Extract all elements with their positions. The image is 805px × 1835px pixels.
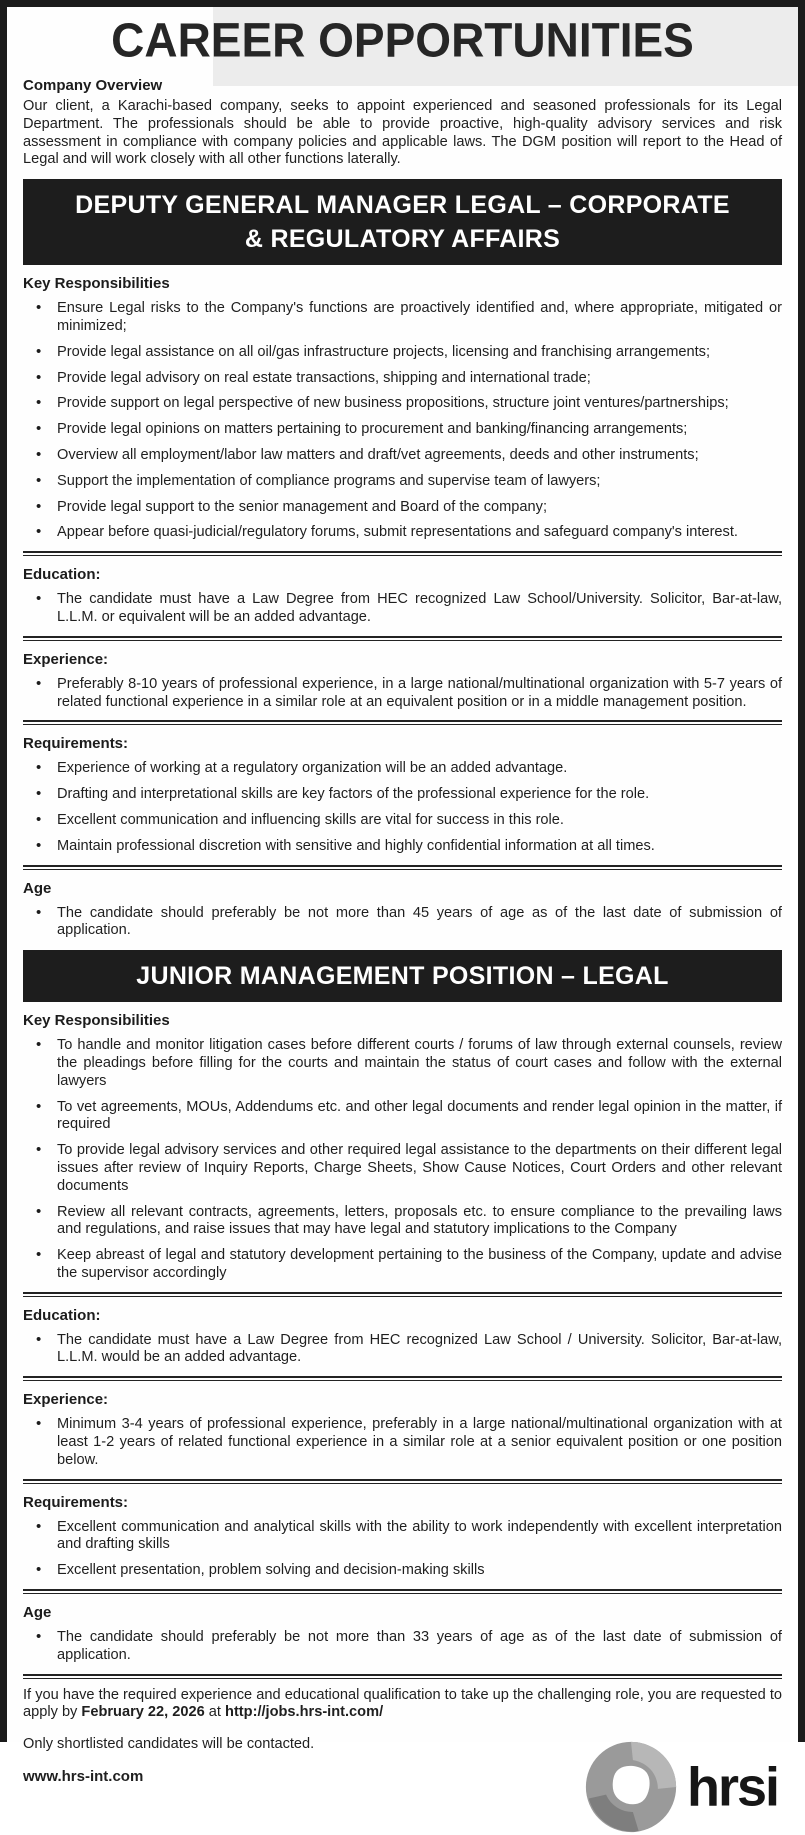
apply-deadline-date: February 22, 2026 (81, 1704, 205, 1721)
junior-responsibilities-heading: Key Responsibilities (23, 1012, 170, 1030)
junior-education-heading: Education: (23, 1306, 101, 1324)
bullet-item: • To provide legal advisory services and other required legal assistance to the departments on their different legal issues after review of Inquiry Reports, Charge Sheets, Show Cause Notices, Court Orders and other relevant documents (23, 1142, 782, 1195)
hrsi-logo-icon (583, 1739, 679, 1835)
dgm-responsibilities-list (23, 300, 782, 542)
junior-age-list (23, 1629, 782, 1665)
apply-prefix-text: If you have the required experience and educational qualification to take up the challenging role, you are requested to apply by (23, 1686, 782, 1721)
bullet-item: • Minimum 3-4 years of professional experience, preferably in a large national/multinational organization with at least 1-2 years of related functional experience in a similar role at a senior equivalent position or one position below. (23, 1416, 782, 1469)
dgm-requirements-heading: Requirements: (23, 735, 129, 753)
bullet-item: • To handle and monitor litigation cases before different courts / forums of law through external counsels, review the pleadings before filling for the courts and maintain the status of court cases and follow with the external lawyers (23, 1037, 782, 1090)
bullet-item: • Maintain professional discretion with sensitive and highly confidential information at all times. (23, 838, 782, 856)
bullet-item: • Support the implementation of compliance programs and supervise team of lawyers; (23, 473, 782, 491)
page-title: CAREER OPPORTUNITIES (111, 12, 694, 68)
dgm-responsibilities-heading: Key Responsibilities (23, 275, 170, 293)
bullet-item: • Preferably 8-10 years of professional experience, in a large national/multinational organization with 5-7 years of related functional experience in a similar role at an equivalent position or in a middle management position. (23, 676, 782, 712)
apply-connector-text: at (204, 1704, 226, 1721)
junior-header-line: JUNIOR MANAGEMENT POSITION – LEGAL (136, 962, 669, 991)
footer (23, 1686, 782, 1818)
bullet-item: • Excellent communication and analytical skills with the ability to work independently with excellent interpretation and drafting skills (23, 1519, 782, 1555)
dgm-header-bar (23, 179, 782, 265)
section-divider (23, 1376, 782, 1381)
bullet-item: • Ensure Legal risks to the Company's functions are proactively identified and, where appropriate, mitigated or minimized; (23, 300, 782, 336)
dgm-experience-list (23, 676, 782, 712)
overview-heading: Company Overview (23, 77, 163, 94)
dgm-requirements-list (23, 760, 782, 855)
section-divider (23, 551, 782, 556)
bullet-item: • Excellent communication and influencing skills are vital for success in this role. (23, 812, 782, 830)
apply-url: http://jobs.hrs-int.com/ (225, 1704, 384, 1721)
dgm-education-heading: Education: (23, 566, 101, 584)
bullet-item: • To vet agreements, MOUs, Addendums etc. and other legal documents and render legal opinion in the matter, if required (23, 1099, 782, 1135)
section-divider (23, 720, 782, 725)
bullet-item: • The candidate should preferably be not more than 33 years of age as of the last date of submission of application. (23, 1629, 782, 1665)
section-divider (23, 1479, 782, 1484)
section-divider (23, 865, 782, 870)
shortlist-note: Only shortlisted candidates will be contacted. (23, 1736, 315, 1753)
apply-instructions (23, 1687, 782, 1723)
bullet-item: • Provide legal opinions on matters pertaining to procurement and banking/financing arrangements; (23, 421, 782, 439)
overview-text: Our client, a Karachi-based company, seeks to appoint experienced and seasoned professionals for its Legal Department. The professionals should be able to provide proactive, high-quality advisory services and risk assessment in compliance with company policies and applicable laws. The DGM position will report to the Head of Legal and will work closely with all other functions laterally. (23, 98, 782, 168)
website-text: www.hrs-int.com (23, 1768, 144, 1786)
junior-responsibilities-list (23, 1037, 782, 1283)
dgm-education-list (23, 591, 782, 627)
bullet-item: • Appear before quasi-judicial/regulatory forums, submit representations and safeguard company's interest. (23, 524, 782, 542)
bullet-item: • Provide legal advisory on real estate transactions, shipping and international trade; (23, 370, 782, 388)
dgm-experience-heading: Experience: (23, 650, 109, 668)
bullet-item: • Keep abreast of legal and statutory development pertaining to the business of the Company, update and advise the supervisor accordingly (23, 1247, 782, 1283)
dgm-header-line1: DEPUTY GENERAL MANAGER LEGAL – CORPORATE (75, 191, 730, 220)
bullet-item: • Provide support on legal perspective of new business propositions, structure joint ventures/partnerships; (23, 395, 782, 413)
bullet-item: • Excellent presentation, problem solving and decision-making skills (23, 1562, 782, 1580)
dgm-header-line2: & REGULATORY AFFAIRS (244, 225, 561, 254)
junior-requirements-heading: Requirements: (23, 1493, 129, 1511)
junior-experience-list (23, 1416, 782, 1469)
bullet-item: • The candidate should preferably be not more than 45 years of age as of the last date of submission of application. (23, 905, 782, 941)
junior-education-list (23, 1332, 782, 1368)
bullet-item: • Experience of working at a regulatory organization will be an added advantage. (23, 760, 782, 778)
dgm-age-list (23, 905, 782, 941)
bullet-item: • Provide legal assistance on all oil/gas infrastructure projects, licensing and franchising arrangements; (23, 344, 782, 362)
junior-experience-heading: Experience: (23, 1391, 109, 1409)
bullet-item: • Review all relevant contracts, agreements, letters, proposals etc. to ensure compliance to the prevailing laws and regulations, and raise issues that may have legal and statutory implications to the Company (23, 1204, 782, 1240)
footer-divider (23, 1674, 782, 1679)
junior-header-bar (23, 950, 782, 1002)
bullet-item: • The candidate must have a Law Degree from HEC recognized Law School / University. Solicitor, Bar-at-law, L.L.M. would be an added advantage. (23, 1332, 782, 1368)
bullet-item: • Overview all employment/labor law matters and draft/vet agreements, deeds and other instruments; (23, 447, 782, 465)
section-divider (23, 1292, 782, 1297)
junior-requirements-list (23, 1519, 782, 1580)
dgm-age-heading: Age (23, 879, 52, 897)
bullet-item: • Drafting and interpretational skills are key factors of the professional experience for the role. (23, 786, 782, 804)
section-divider (23, 1589, 782, 1594)
junior-age-heading: Age (23, 1604, 52, 1622)
section-divider (23, 636, 782, 641)
hrsi-logo (583, 1739, 778, 1835)
bullet-item: • Provide legal support to the senior management and Board of the company; (23, 499, 782, 517)
bullet-item: • The candidate must have a Law Degree from HEC recognized Law School/University. Solicitor, Bar-at-law, L.L.M. or equivalent will be an added advantage. (23, 591, 782, 627)
hrsi-wordmark: hrsi (686, 1756, 778, 1818)
